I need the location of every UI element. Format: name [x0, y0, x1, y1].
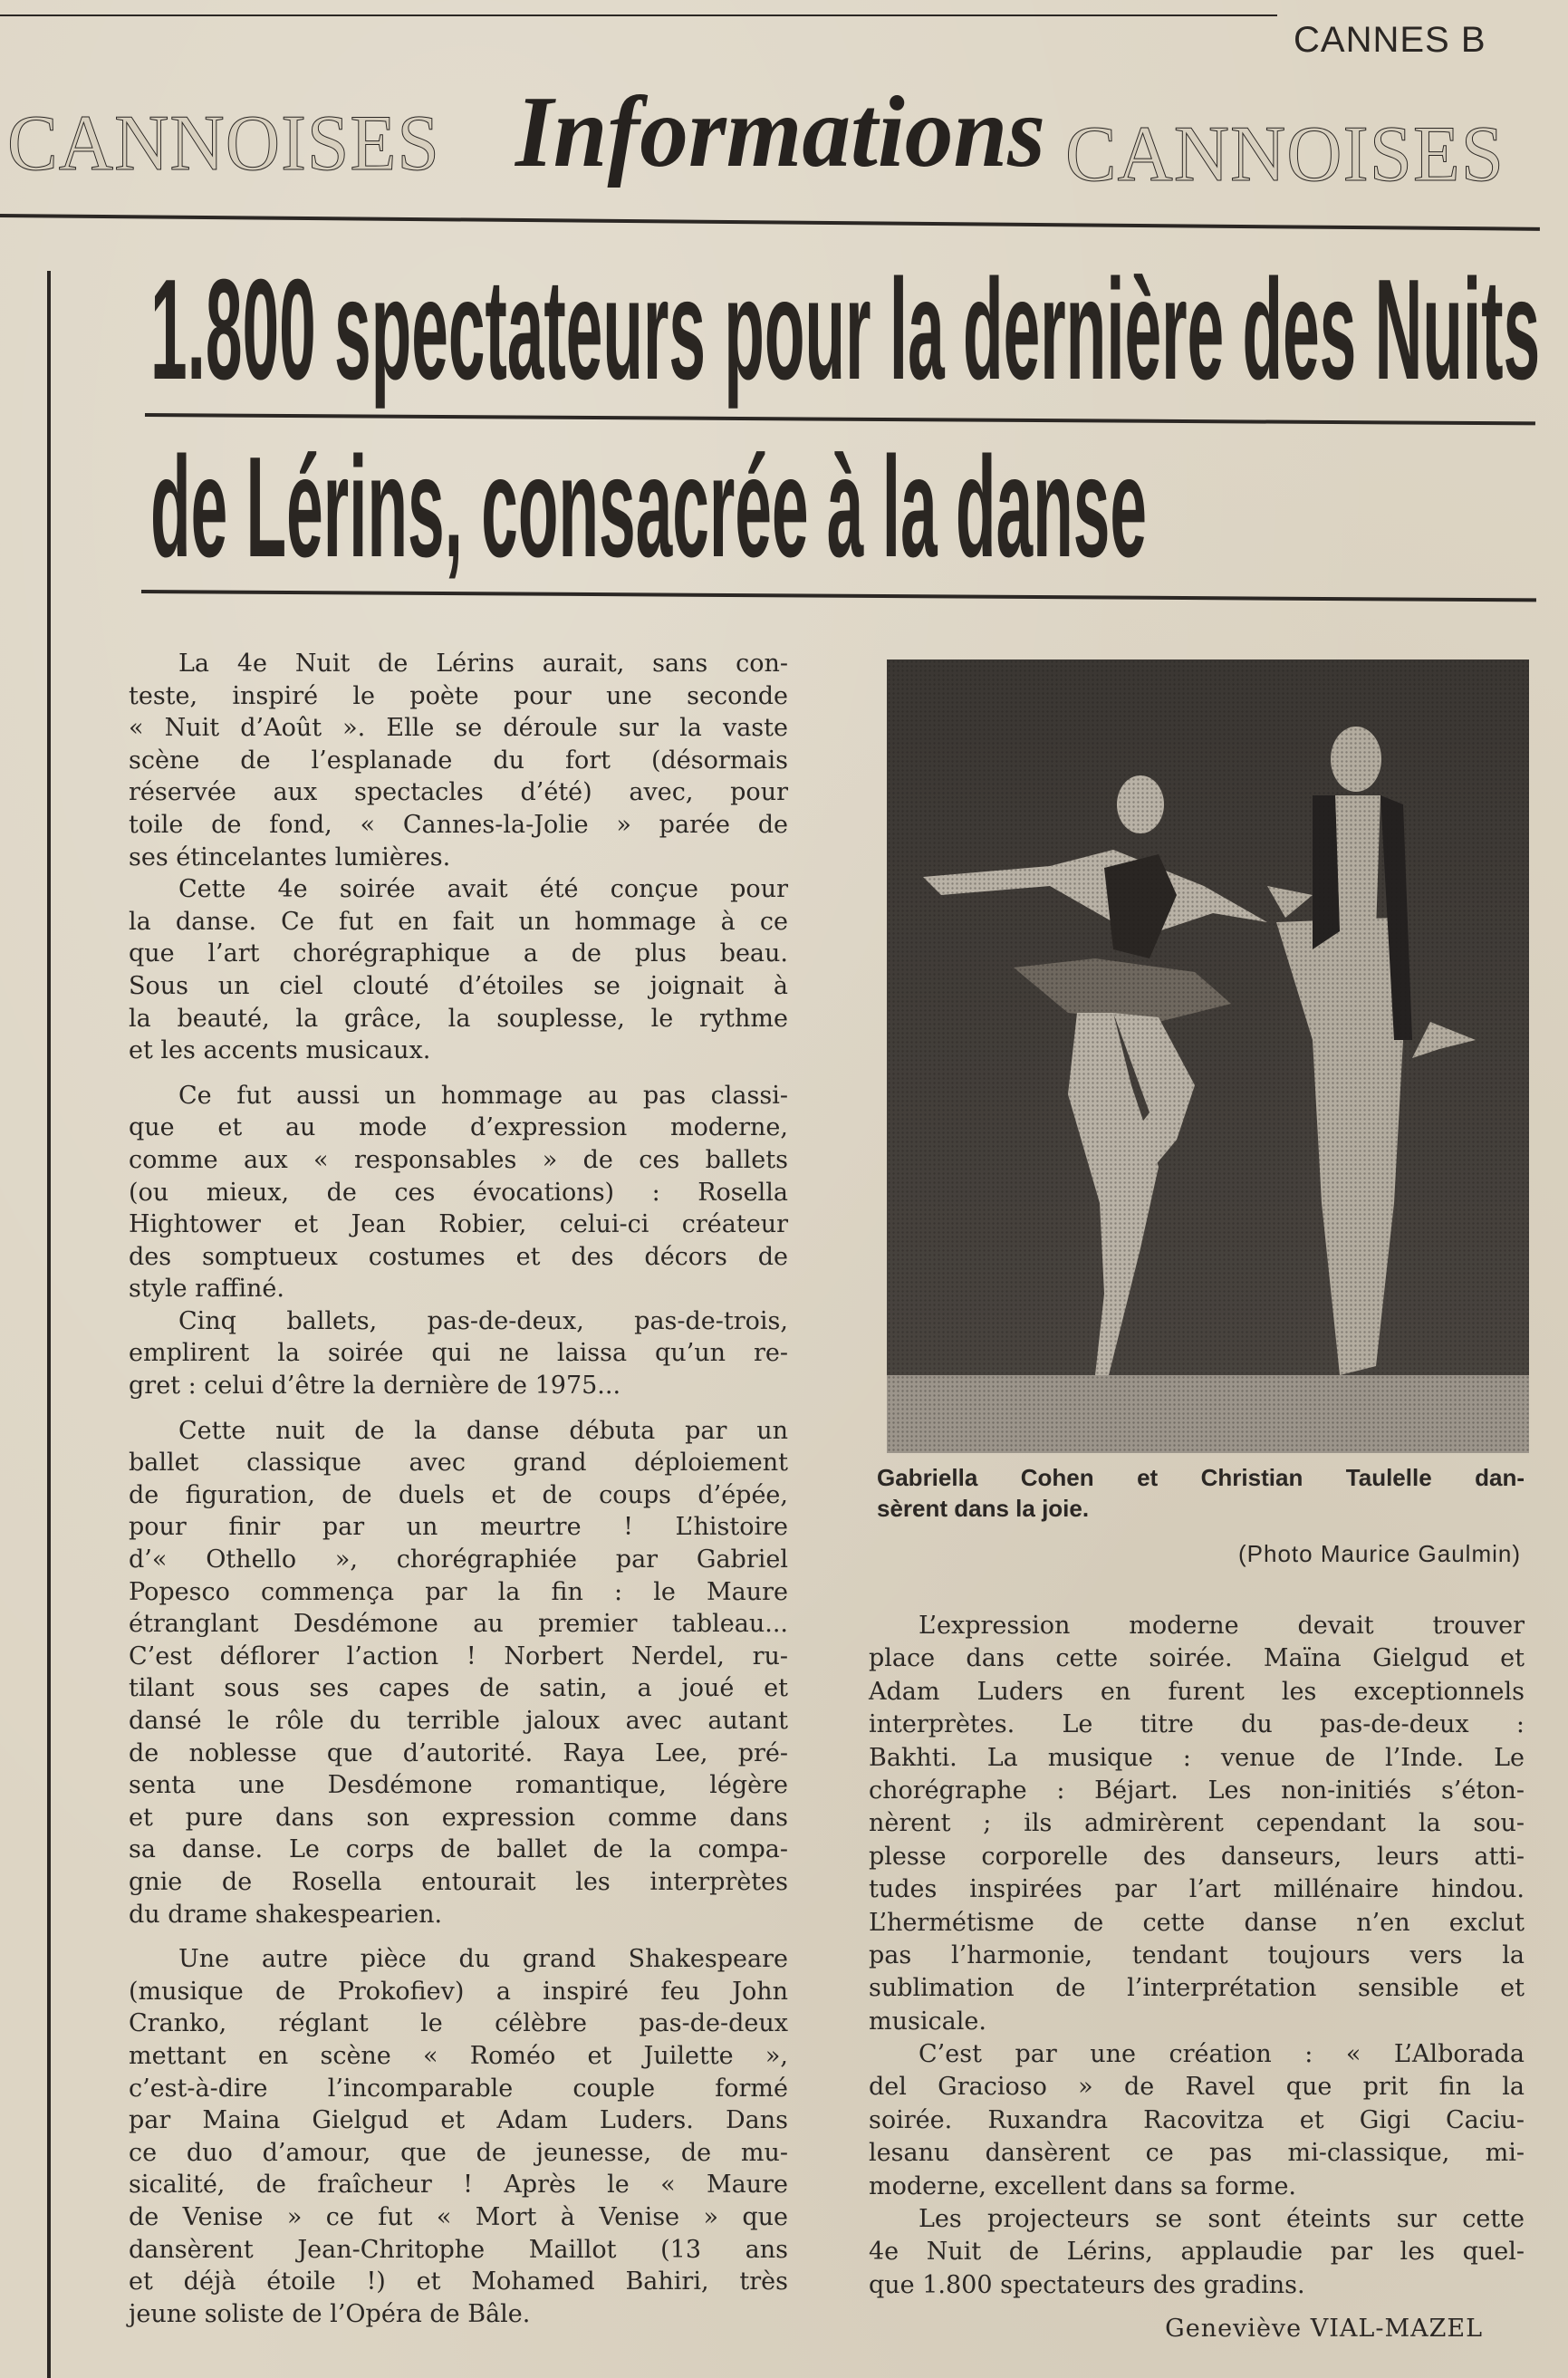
article-text-line: scène de l’esplanade du fort (désormais [129, 746, 788, 775]
article-text-line: sicalité, de fraîcheur ! Après le « Maure [129, 2171, 788, 2200]
dancers-photo-image [887, 659, 1529, 1453]
article-text-line: nèrent ; ils admirèrent cependant la sou- [869, 1809, 1525, 1838]
article-text-line: musicale. [869, 2007, 986, 2036]
article-text-line: La 4e Nuit de Lérins aurait, sans con- [178, 650, 788, 678]
article-text-line: tilant sous ses capes de satin, a joué et [129, 1674, 788, 1703]
article-text-line: sa danse. Le corps de ballet de la compa- [129, 1835, 788, 1864]
article-text-line: L’hermétisme de cette danse n’en exclut [869, 1908, 1525, 1937]
article-text-line: chorégraphe : Béjart. Les non-initiés s’éton- [869, 1776, 1525, 1805]
article-text-line: c’est-à-dire l’incomparable couple formé [129, 2074, 788, 2103]
article-text-line: que 1.800 spectateurs des gradins. [869, 2270, 1305, 2299]
article-text-line: gnie de Rosella entourait les interprètes [129, 1867, 788, 1896]
article-text-line: que l’art chorégraphique a de plus beau. [129, 939, 788, 968]
article-column-right [869, 1610, 1525, 2302]
article-text-line: de figuration, de duels et de coups d’épée, [129, 1480, 788, 1509]
article-text-line: soirée. Ruxandra Racovitza et Gigi Caciu- [869, 2105, 1525, 2134]
article-text-line: la danse. Ce fut en fait un hommage à ce [129, 907, 788, 936]
article-text-line: Sous un ciel clouté d’étoiles se joignait à [129, 971, 788, 1000]
article-text-line: et déjà étoile !) et Mohamed Bahiri, très [129, 2267, 788, 2296]
article-text-line: plesse corporelle des danseurs, leurs atti- [869, 1842, 1525, 1871]
article-left-bar [47, 271, 51, 2378]
masthead-right: CANNOISES [1065, 111, 1505, 198]
headline-line-1: 1.800 spectateurs pour la dernière des Nuits [150, 250, 1541, 409]
article-column-left [129, 648, 788, 2330]
article-text-line: Hightower et Jean Robier, celui-ci créateur [129, 1210, 788, 1239]
article-text-line: ses étincelantes lumières. [129, 842, 451, 871]
article-text-line: (musique de Prokofiev) a inspiré feu John [129, 1977, 788, 2006]
article-text-line: gret : celui d’être la dernière de 1975... [129, 1372, 621, 1401]
article-text-line: étranglant Desdémone au premier tableau... [129, 1610, 788, 1639]
article-text-line: ce duo d’amour, que de jeunesse, de mu- [129, 2138, 788, 2167]
article-text-line: la beauté, la grâce, la souplesse, le rythme [129, 1004, 788, 1033]
article-text-line: que et au mode d’expression moderne, [129, 1113, 788, 1142]
article-text-line: C’est déflorer l’action ! Norbert Nerdel, ru- [129, 1641, 788, 1670]
article-text-line: du drame shakespearien. [129, 1900, 443, 1929]
article-text-line: teste, inspiré le poète pour une seconde [129, 681, 788, 710]
section-tag: CANNES B [1294, 20, 1486, 60]
photo-credit: (Photo Maurice Gaulmin) [1238, 1540, 1521, 1567]
article-text-line: dansèrent Jean-Chritophe Maillot (13 ans [129, 2235, 788, 2264]
article-text-line: 4e Nuit de Lérins, applaudie par les quel- [869, 2238, 1525, 2267]
article-text-line: C’est par une création : « L’Alborada [919, 2040, 1525, 2069]
article-text-line: Cette nuit de la danse débuta par un [178, 1416, 788, 1445]
article-text-line: réservée aux spectacles d’été) avec, pour [129, 778, 788, 807]
article-text-line: (ou mieux, de ces évocations) : Rosella [129, 1178, 788, 1207]
article-text-line: Adam Luders en furent les exceptionnels [869, 1677, 1525, 1706]
masthead [0, 0, 1568, 217]
headline-rule-2 [141, 590, 1536, 602]
article-text-line: dansé le rôle du terrible jaloux avec autant [129, 1707, 788, 1735]
article-text-line: Ce fut aussi un hommage au pas classi- [178, 1081, 788, 1110]
article-text-line: Cranko, réglant le célèbre pas-de-deux [129, 2009, 788, 2038]
article-text-line: Une autre pièce du grand Shakespeare [178, 1945, 788, 1974]
article-text-line: de Venise » ce fut « Mort à Venise » que [129, 2202, 788, 2231]
article-text-line: emplirent la soirée qui ne laissa qu’un re- [129, 1339, 788, 1368]
masthead-left: CANNOISES [7, 100, 440, 188]
photo-caption [877, 1462, 1525, 1524]
article-text-line: del Gracioso » de Ravel que prit fin la [869, 2073, 1525, 2102]
author-signature: Geneviève VIAL-MAZEL [1165, 2315, 1483, 2343]
article-text-line: Cette 4e soirée avait été conçue pour [178, 875, 788, 904]
article-text-line: par Maina Gielgud et Adam Luders. Dans [129, 2106, 788, 2135]
article-text-line: moderne, excellent dans sa forme. [869, 2171, 1296, 2200]
article-text-line: Les projecteurs se sont éteints sur cette [919, 2205, 1525, 2234]
headline-line-2: de Lérins, consacrée à la danse [150, 428, 1147, 587]
caption-line-2: sèrent dans la joie. [877, 1495, 1090, 1522]
article-text-line: comme aux « responsables » de ces ballets [129, 1145, 788, 1174]
article-text-line: senta une Desdémone romantique, légère [129, 1771, 788, 1800]
article-text-line: d’« Othello », chorégraphiée par Gabriel [129, 1545, 788, 1574]
article-text-line: et les accents musicaux. [129, 1036, 431, 1065]
article-text-line: tudes inspirées par l’art millénaire hindou. [869, 1875, 1525, 1904]
masthead-title: Informations [515, 76, 1045, 188]
article-text-line: toile de fond, « Cannes-la-Jolie » parée de [129, 810, 788, 839]
article-text-line: pas l’harmonie, tendant toujours vers la [869, 1940, 1525, 1969]
article-text-line: Cinq ballets, pas-de-deux, pas-de-trois, [178, 1306, 788, 1335]
dancers-photo [887, 659, 1529, 1453]
article-text-line: sublimation de l’interprétation sensible et [869, 1974, 1525, 2003]
article-text-line: Popesco commença par la fin : le Maure [129, 1577, 788, 1606]
article-text-line: « Nuit d’Août ». Elle se déroule sur la vaste [129, 714, 788, 743]
headline-rule-1 [145, 413, 1535, 425]
article-text-line: place dans cette soirée. Maïna Gielgud et [869, 1644, 1525, 1673]
article-text-line: Bakhti. La musique : venue de l’Inde. Le [869, 1743, 1525, 1772]
article-text-line: pour finir par un meurtre ! L’histoire [129, 1513, 788, 1542]
article-text-line: mettant en scène « Roméo et Juilette », [129, 2041, 788, 2070]
article-text-line: des somptueux costumes et des décors de [129, 1242, 788, 1271]
article-text-line: jeune soliste de l’Opéra de Bâle. [129, 2299, 531, 2328]
article-text-line: et pure dans son expression comme dans [129, 1803, 788, 1832]
article-text-line: lesanu dansèrent ce pas mi-classique, mi- [869, 2139, 1525, 2168]
article-text-line: de noblesse que d’autorité. Raya Lee, pré- [129, 1738, 788, 1767]
article-text-line: style raffiné. [129, 1275, 284, 1304]
article-text-line: L’expression moderne devait trouver [919, 1612, 1525, 1640]
article-text-line: interprètes. Le titre du pas-de-deux : [869, 1710, 1525, 1739]
caption-line-1: Gabriella Cohen et Christian Taulelle dan- [877, 1464, 1525, 1491]
article-text-line: ballet classique avec grand déploiement [129, 1449, 788, 1478]
